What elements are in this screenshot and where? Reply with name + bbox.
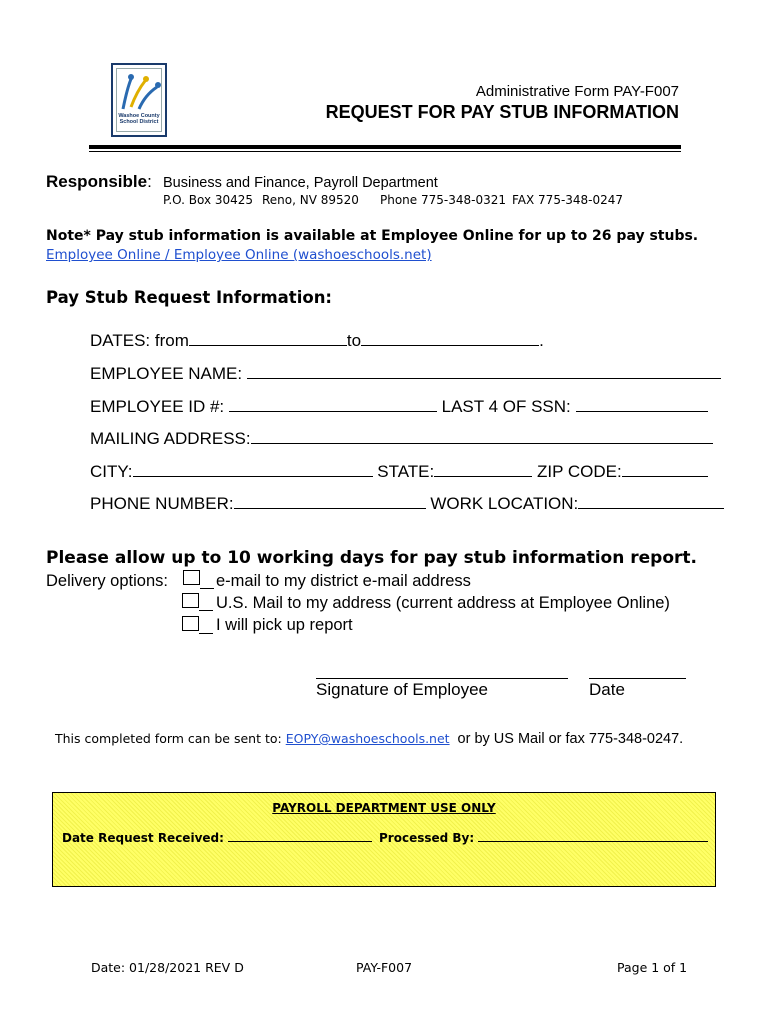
delivery-label: Delivery options: — [46, 572, 168, 590]
state-line[interactable] — [434, 475, 532, 477]
checkbox-underline — [199, 632, 213, 634]
payroll-box-title: PAYROLL DEPARTMENT USE ONLY — [272, 801, 496, 815]
district-logo — [111, 63, 167, 137]
submission-instructions — [55, 731, 683, 747]
responsible-department: Business and Finance, Payroll Department — [163, 175, 438, 191]
ssn-line[interactable] — [576, 410, 708, 412]
work-location-line[interactable] — [578, 507, 724, 509]
zip-label: ZIP CODE: — [536, 462, 622, 481]
fax-number: FAX 775-348-0247 — [512, 193, 624, 207]
employee-id-label: EMPLOYEE ID #: — [90, 397, 225, 416]
logo-text: Washoe County School District — [118, 113, 160, 125]
date-label: Date — [589, 680, 625, 699]
work-location-label: WORK LOCATION: — [430, 494, 579, 513]
footer-revision-date: Date: 01/28/2021 REV D — [91, 960, 244, 975]
to-label: to — [346, 331, 362, 350]
mailing-address-field[interactable] — [90, 429, 713, 449]
email-option-checkbox[interactable] — [183, 570, 200, 585]
mail-option-checkbox[interactable] — [182, 593, 199, 608]
page-title: REQUEST FOR PAY STUB INFORMATION — [325, 102, 679, 122]
date-to-line[interactable] — [361, 344, 539, 346]
mailing-address-label: MAILING ADDRESS: — [90, 429, 251, 448]
processed-by-label: Processed By: — [379, 831, 475, 845]
processed-by-field[interactable] — [379, 831, 708, 845]
dates-field[interactable] — [90, 331, 544, 351]
pickup-option-label: I will pick up report — [216, 616, 353, 634]
mailing-address-line[interactable] — [251, 442, 713, 444]
city-zip: Reno, NV 89520 — [262, 193, 359, 207]
employee-id-line[interactable] — [229, 410, 437, 412]
date-received-field[interactable] — [62, 831, 372, 845]
employee-name-label: EMPLOYEE NAME: — [90, 364, 243, 383]
ssn-label: LAST 4 OF SSN: — [441, 397, 571, 416]
processed-by-line[interactable] — [478, 840, 708, 842]
employee-online-link[interactable]: Employee Online / Employee Online (washoeschools.net) — [46, 247, 432, 263]
checkbox-underline — [199, 609, 213, 611]
zip-line[interactable] — [622, 475, 708, 477]
phone-label: PHONE NUMBER: — [90, 494, 234, 513]
pickup-option-checkbox[interactable] — [182, 616, 199, 631]
mail-option-label: U.S. Mail to my address (current address at Employee Online) — [216, 594, 670, 612]
submission-prefix: This completed form can be sent to: — [55, 731, 286, 746]
employee-name-field[interactable] — [90, 364, 721, 384]
payroll-use-only-box — [52, 792, 716, 887]
state-label: STATE: — [377, 462, 435, 481]
payroll-email-link[interactable]: EOPY@washoeschools.net — [285, 731, 450, 746]
checkbox-underline — [200, 587, 214, 589]
phone-line[interactable] — [234, 507, 426, 509]
date-received-line[interactable] — [228, 840, 372, 842]
header-rule-thin — [89, 151, 681, 152]
signature-label: Signature of Employee — [316, 680, 488, 699]
city-label: CITY: — [90, 462, 133, 481]
header-rule-thick — [89, 145, 681, 149]
phone-number: Phone 775-348-0321 — [380, 193, 506, 207]
phone-work-field[interactable] — [90, 494, 724, 514]
logo-figures-icon — [117, 69, 165, 115]
employee-id-field[interactable] — [90, 397, 708, 417]
date-received-label: Date Request Received: — [62, 831, 224, 845]
city-line[interactable] — [133, 475, 373, 477]
processing-notice: Please allow up to 10 working days for pay stub information report. — [46, 548, 697, 568]
form-number: Administrative Form PAY-F007 — [475, 83, 679, 100]
po-box: P.O. Box 30425 — [163, 193, 254, 207]
responsible-label: Responsible: — [46, 172, 152, 191]
dates-period: . — [539, 331, 544, 350]
note-text: Note* Pay stub information is available at Employee Online for up to 26 pay stubs. — [46, 228, 699, 244]
logo-frame — [116, 68, 162, 132]
signature-line[interactable] — [316, 678, 568, 679]
footer-form-id: PAY-F007 — [356, 960, 413, 975]
date-from-line[interactable] — [189, 344, 347, 346]
city-state-zip-field[interactable] — [90, 462, 708, 482]
footer-page-number: Page 1 of 1 — [617, 960, 688, 975]
email-option-label: e-mail to my district e-mail address — [216, 572, 471, 590]
date-line[interactable] — [589, 678, 686, 679]
dates-label: DATES: from — [90, 331, 189, 350]
submission-suffix: or by US Mail or fax 775-348-0247. — [457, 731, 684, 747]
section-heading: Pay Stub Request Information: — [46, 288, 333, 307]
employee-name-line[interactable] — [247, 377, 721, 379]
